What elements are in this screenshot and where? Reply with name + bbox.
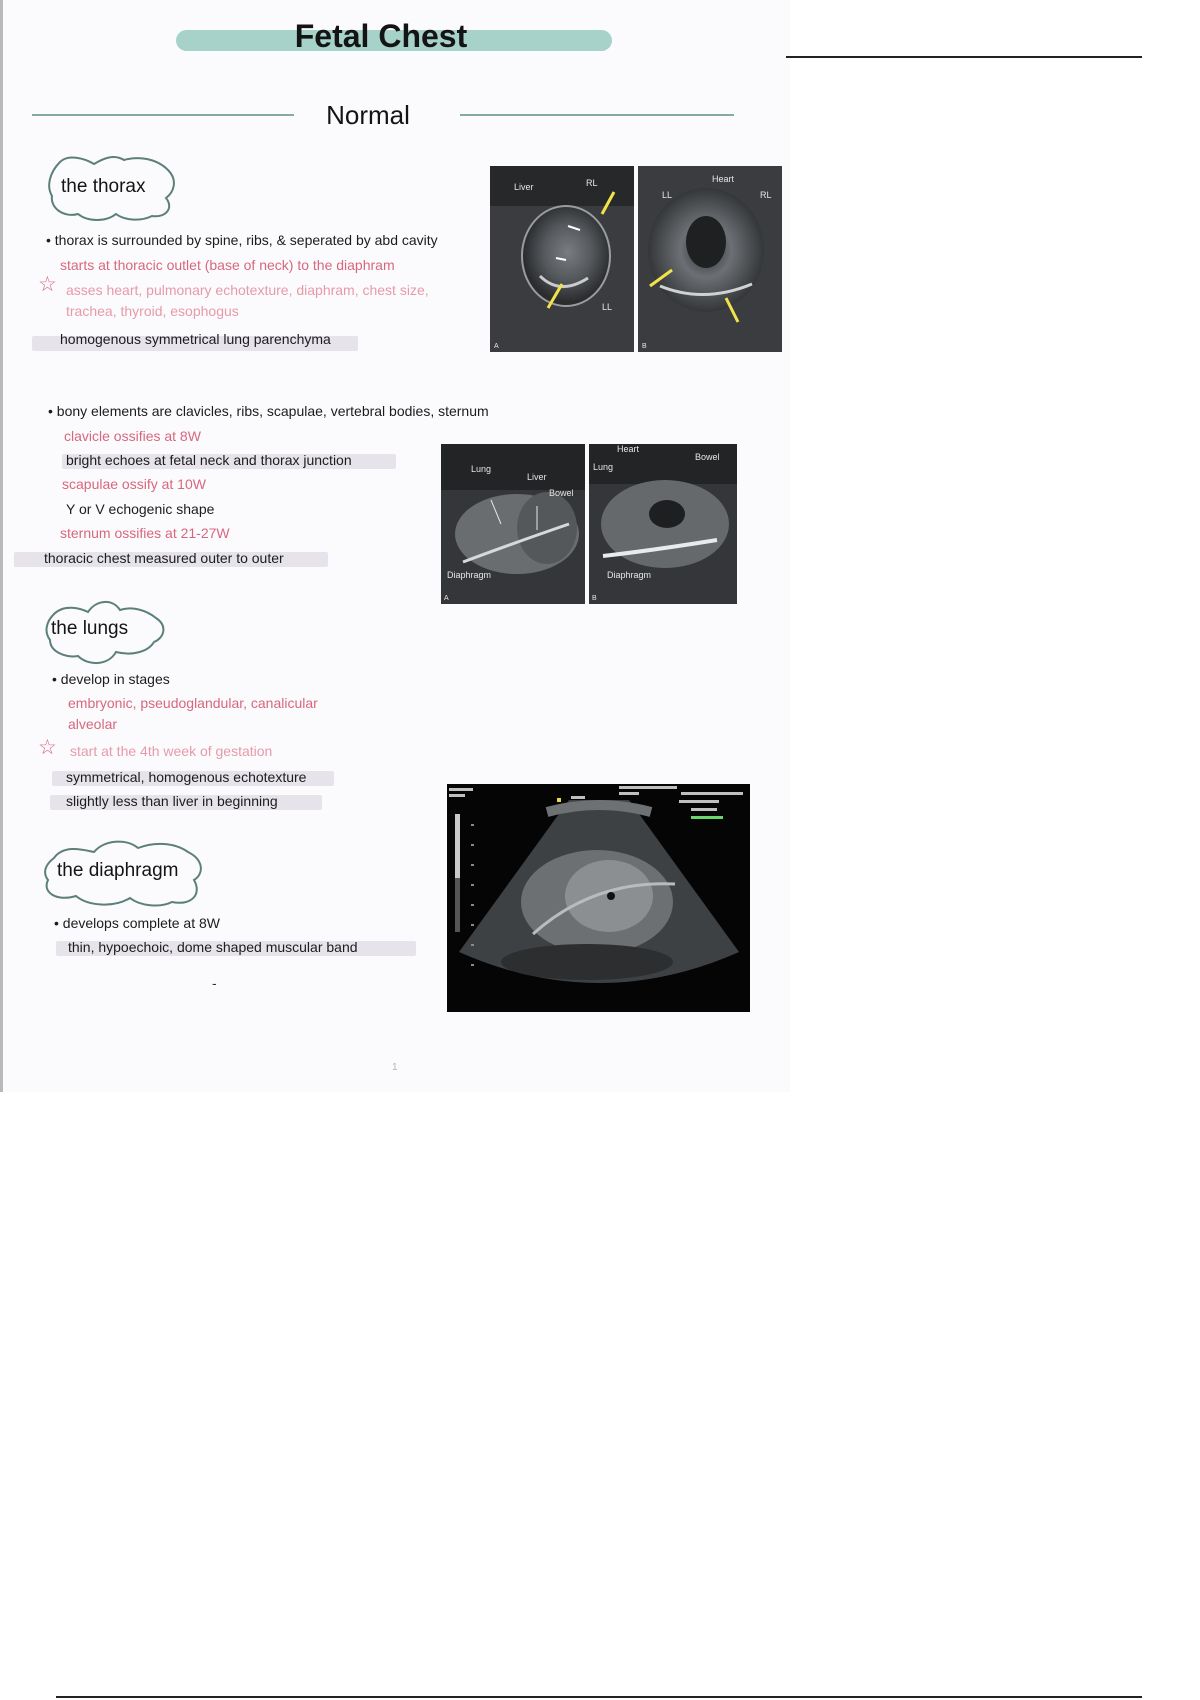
panel-a-label-bowel: Bowel <box>549 488 574 498</box>
thorax-assess-note-1: asses heart, pulmonary echotexture, diaphram, chest size, <box>66 282 429 298</box>
page-edge <box>0 0 3 1092</box>
thorax-outlet-note: starts at thoracic outlet (base of neck) to the diaphram <box>60 257 395 273</box>
section-subtitle: Normal <box>326 100 410 130</box>
panel-a-label-liver: Liver <box>514 182 534 192</box>
sternum-note: sternum ossifies at 21-27W <box>60 525 230 541</box>
fetal-ultrasound-scan <box>447 784 750 1012</box>
panel-a-letter: A <box>494 343 499 350</box>
panel-a-label-diaphragm: Diaphragm <box>447 570 492 580</box>
bright-echoes-note: bright echoes at fetal neck and thorax junction <box>66 452 352 468</box>
thorax-bullet: • thorax is surrounded by spine, ribs, & seperated by abd cavity <box>46 232 438 248</box>
panel-b-label-heart: Heart <box>617 444 640 454</box>
scapulae-note: scapulae ossify at 10W <box>62 476 206 492</box>
lungs-bullet: • develop in stages <box>52 671 170 687</box>
panel-b-label-ll: LL <box>662 190 673 200</box>
panel-b-label-diaphragm: Diaphragm <box>607 570 652 580</box>
lung-diaphragm-ultrasound-image <box>441 444 737 604</box>
lungs-stages-1: embryonic, pseudoglandular, canalicular <box>68 695 318 711</box>
panel-a-label-ll: LL <box>602 302 613 312</box>
diaphragm-heading: the diaphragm <box>57 860 179 881</box>
lungs-heading-bubble <box>44 596 168 668</box>
thorax-heading: the thorax <box>61 176 146 197</box>
diaphragm-heading-bubble <box>42 836 212 910</box>
lungs-start-note: start at the 4th week of gestation <box>70 743 273 759</box>
lungs-stages-2: alveolar <box>68 716 118 732</box>
top-rule <box>786 56 1142 58</box>
star-icon: ☆ <box>38 736 57 759</box>
subtitle-line-left <box>32 114 294 116</box>
panel-b-label-lung: Lung <box>593 462 614 472</box>
thorax-assess-note-2: trachea, thyroid, esophogus <box>66 303 239 319</box>
star-icon: ☆ <box>38 273 57 296</box>
page-number: 1 <box>392 1062 398 1073</box>
panel-a-label-liver: Liver <box>527 472 547 482</box>
page-title: Fetal Chest <box>294 18 468 54</box>
stray-mark: - <box>212 975 217 991</box>
subtitle-line-right <box>460 114 734 116</box>
panel-b-label-bowel: Bowel <box>695 452 720 462</box>
panel-b-label-rl: RL <box>760 190 772 200</box>
shape-note: Y or V echogenic shape <box>66 501 215 517</box>
clavicle-note: clavicle ossifies at 8W <box>64 428 201 444</box>
bony-bullet: • bony elements are clavicles, ribs, scapulae, vertebral bodies, sternum <box>48 403 489 419</box>
thorax-ultrasound-image <box>490 166 782 352</box>
measure-note: thoracic chest measured outer to outer <box>44 550 284 566</box>
panel-a-label-lung: Lung <box>471 464 492 474</box>
lungs-echo-note: symmetrical, homogenous echotexture <box>66 769 307 785</box>
panel-b-label-heart: Heart <box>712 174 735 184</box>
diaphragm-bullet: • develops complete at 8W <box>54 915 220 931</box>
diaphragm-desc: thin, hypoechoic, dome shaped muscular band <box>68 939 358 955</box>
panel-b-letter: B <box>592 595 597 602</box>
thorax-lung-note: homogenous symmetrical lung parenchyma <box>60 331 331 347</box>
lungs-liver-note: slightly less than liver in beginning <box>66 793 278 809</box>
bottom-rule <box>56 1696 1142 1698</box>
panel-b-letter: B <box>642 343 647 350</box>
panel-a-label-rl: RL <box>586 178 598 188</box>
panel-a-letter: A <box>444 595 449 602</box>
lungs-heading: the lungs <box>51 618 129 639</box>
thorax-heading-bubble <box>46 152 182 224</box>
